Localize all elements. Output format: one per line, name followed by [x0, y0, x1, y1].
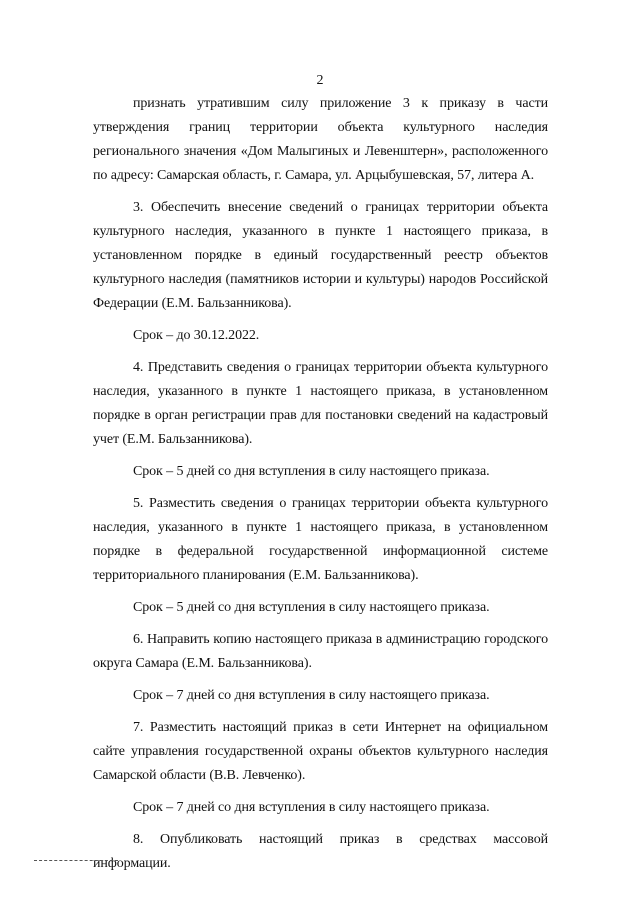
deadline-item-3: Срок – до 30.12.2022. — [133, 328, 260, 343]
deadline-item-7: Срок – 7 дней со дня вступления в силу настоящего приказа. — [133, 800, 490, 815]
deadline-item-4: Срок – 5 дней со дня вступления в силу настоящего приказа. — [133, 464, 490, 479]
paragraph-item-5: 5. Разместить сведения о границах территории объекта культурного наследия, указанного в пункте 1 настоящего приказа, в установленном порядке в федеральной государственной информационной системе территориального планирования (Е.М. Бальзанникова). — [93, 496, 548, 583]
paragraph-item-3: 3. Обеспечить внесение сведений о границах территории объекта культурного наследия, указанного в пункте 1 настоящего приказа, в установленном порядке в единый государственный реестр объектов культурного наследия (памятников истории и культуры) народов Российской Федерации (Е.М. Бальзанникова). — [93, 200, 548, 311]
deadline-item-6: Срок – 7 дней со дня вступления в силу настоящего приказа. — [133, 688, 490, 703]
deadline-item-5: Срок – 5 дней со дня вступления в силу настоящего приказа. — [133, 600, 490, 615]
footer-divider-line — [34, 860, 118, 861]
page-number: 2 — [316, 73, 324, 88]
paragraph-item-8: 8. Опубликовать настоящий приказ в средствах массовой информации. — [93, 832, 548, 871]
paragraph-item-7: 7. Разместить настоящий приказ в сети Интернет на официальном сайте управления государственной охраны объектов культурного наследия Самарской области (В.В. Левченко). — [93, 720, 548, 783]
paragraph-item-6: 6. Направить копию настоящего приказа в администрацию городского округа Самара (Е.М. Бальзанникова). — [93, 632, 548, 671]
document-body — [93, 92, 548, 876]
paragraph-item-4: 4. Представить сведения о границах территории объекта культурного наследия, указанного в пункте 1 настоящего приказа, в установленном порядке в орган регистрации прав для постановки сведений на кадастровый учет (Е.М. Бальзанникова). — [93, 360, 548, 447]
paragraph-continuation: признать утратившим силу приложение 3 к приказу в части утверждения границ территории объекта культурного наследия регионального значения «Дом Малыгиных и Левенштерн», расположенного по адресу: Самарская область, г. Самара, ул. Арцыбушевская, 57, литера А. — [93, 96, 548, 183]
